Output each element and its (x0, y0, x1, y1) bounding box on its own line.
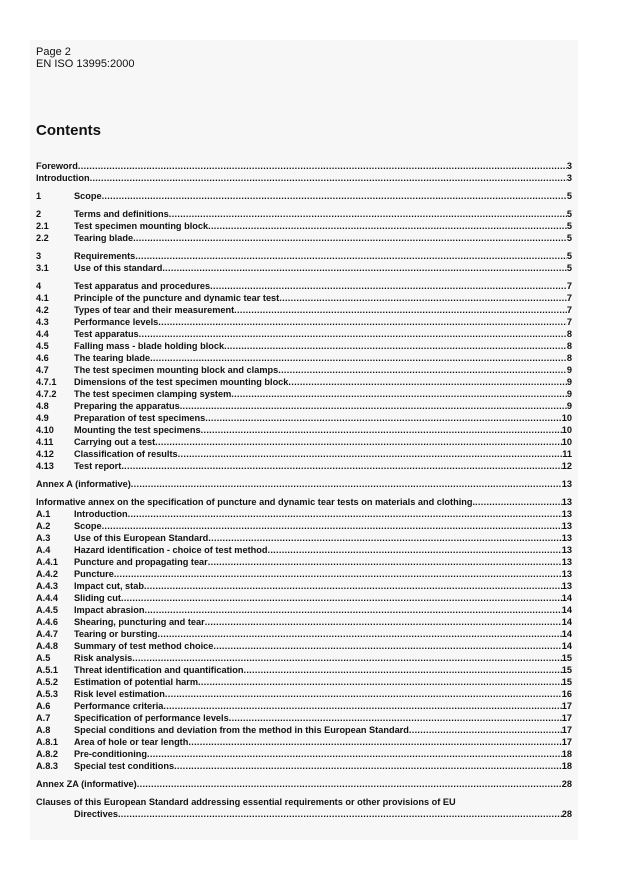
toc-entry-text: Special test conditions (74, 761, 175, 771)
toc-section-number: A.4.8 (36, 641, 58, 651)
toc-leader-dots (229, 712, 562, 724)
toc-entry[interactable] (36, 724, 572, 736)
toc-entry-text: Use of this standard (74, 263, 163, 273)
toc-entry[interactable] (36, 400, 572, 412)
toc-leader-dots (231, 388, 567, 400)
toc-section-number: 4.10 (36, 425, 54, 435)
toc-entry[interactable] (36, 316, 572, 328)
toc-leader-dots (150, 352, 567, 364)
page-title: Contents (36, 122, 101, 139)
toc-section-number: 4 (36, 281, 42, 291)
toc-entry[interactable] (36, 448, 572, 460)
toc-section-number: 2 (36, 209, 42, 219)
toc-entry-text: Test specimen mounting block (74, 221, 209, 231)
toc-leader-dots (208, 220, 567, 232)
toc-leader-dots (128, 508, 562, 520)
toc-entry[interactable] (36, 544, 572, 556)
toc-page-number: 7 (566, 305, 572, 315)
toc-section-number: A.3 (36, 533, 51, 543)
toc-entry[interactable] (36, 604, 572, 616)
toc-page-number: 13 (561, 509, 572, 519)
toc-page-number: 13 (561, 569, 572, 579)
toc-page-number: 10 (561, 413, 572, 423)
toc-page-number: 18 (561, 749, 572, 759)
toc-leader-dots (205, 616, 562, 628)
toc-section-number: 4.7 (36, 365, 49, 375)
toc-entry[interactable] (36, 778, 572, 790)
toc-entry[interactable] (36, 640, 572, 652)
toc-page-number: 8 (566, 329, 572, 339)
toc-section-number: 4.3 (36, 317, 49, 327)
toc-entry[interactable] (36, 280, 572, 292)
toc-entry-text: Foreword (36, 161, 78, 171)
toc-leader-dots (210, 280, 567, 292)
toc-section-number: 4.11 (36, 437, 54, 447)
toc-entry-text: Pre-conditioning (74, 749, 147, 759)
toc-entry-text: Puncture (74, 569, 114, 579)
toc-entry[interactable] (36, 328, 572, 340)
toc-entry-text: Requirements (74, 251, 136, 261)
toc-entry-text: Annex A (informative) (36, 479, 131, 489)
toc-section-number: 3 (36, 251, 42, 261)
toc-leader-dots (163, 700, 561, 712)
toc-entry-text: Directives (74, 809, 118, 819)
toc-page-number: 10 (561, 425, 572, 435)
toc-page-number: 9 (566, 365, 572, 375)
toc-entry-text: Shearing, puncturing and tear (74, 617, 205, 627)
toc-entry-text: Preparation of test specimens (74, 413, 206, 423)
toc-entry[interactable] (36, 292, 572, 304)
toc-leader-dots (135, 250, 567, 262)
toc-section-number: A.5.3 (36, 689, 58, 699)
toc-entry[interactable] (36, 652, 572, 664)
toc-entry[interactable] (36, 352, 572, 364)
toc-section-number: A.5.1 (36, 665, 58, 675)
toc-entry-text: Terms and definitions (74, 209, 169, 219)
toc-section-number: A.4.4 (36, 593, 58, 603)
standard-id: EN ISO 13995:2000 (36, 58, 135, 70)
toc-entry[interactable] (36, 364, 572, 376)
toc-section-number: 4.7.1 (36, 377, 57, 387)
toc-leader-dots (188, 736, 561, 748)
toc-entry[interactable] (36, 580, 572, 592)
toc-section-number: 4.1 (36, 293, 49, 303)
toc-leader-dots (144, 604, 561, 616)
toc-entry[interactable] (36, 592, 572, 604)
toc-leader-dots (121, 460, 561, 472)
toc-entry-text: Dimensions of the test specimen mounting block (74, 377, 289, 387)
toc-leader-dots (224, 340, 567, 352)
toc-page-number: 5 (566, 251, 572, 261)
toc-entry-text: Types of tear and their measurement (74, 305, 235, 315)
toc-page-number: 13 (561, 533, 572, 543)
toc-page-number: 13 (561, 497, 572, 507)
toc-page-number: 13 (561, 557, 572, 567)
toc-section-number: A.4.3 (36, 581, 58, 591)
toc-page-number: 17 (561, 737, 572, 747)
toc-page-number: 8 (566, 353, 572, 363)
toc-section-number: 4.9 (36, 413, 49, 423)
toc-entry-text: Performance levels (74, 317, 159, 327)
toc-entry-text: Principle of the puncture and dynamic tear test (74, 293, 280, 303)
toc-entry-text: Performance criteria (74, 701, 164, 711)
toc-section-number: 3.1 (36, 263, 49, 273)
toc-entry-text: Impact abrasion (74, 605, 145, 615)
toc-entry[interactable] (36, 628, 572, 640)
toc-entry[interactable] (36, 220, 572, 232)
toc-leader-dots (205, 412, 562, 424)
toc-leader-dots (208, 556, 562, 568)
toc-section-number: A.4 (36, 545, 51, 555)
toc-leader-dots (267, 544, 561, 556)
toc-page-number: 9 (566, 389, 572, 399)
toc-section-number: A.4.1 (36, 557, 58, 567)
toc-leader-dots (174, 760, 562, 772)
toc-page-number: 13 (561, 545, 572, 555)
toc-page-number: 17 (561, 725, 572, 735)
toc-page-number: 14 (561, 617, 572, 627)
toc-section-number: 4.5 (36, 341, 49, 351)
toc-leader-dots (409, 724, 562, 736)
toc-entry-text: Introduction (36, 173, 90, 183)
toc-entry[interactable] (36, 304, 572, 316)
toc-page-number: 13 (561, 521, 572, 531)
toc-section-number: A.6 (36, 701, 51, 711)
toc-leader-dots (155, 436, 562, 448)
toc-page-number: 5 (566, 233, 572, 243)
toc-entry-text: Test report (74, 461, 122, 471)
toc-leader-dots (234, 304, 567, 316)
toc-leader-dots (178, 448, 563, 460)
toc-leader-dots (278, 364, 567, 376)
toc-entry-text: The test specimen mounting block and clamps (74, 365, 279, 375)
toc-entry[interactable] (36, 208, 572, 220)
toc-section-number: 2.1 (36, 221, 49, 231)
toc-entry-text: Scope (74, 521, 102, 531)
toc-entry[interactable] (36, 190, 572, 202)
toc-section-number: 2.2 (36, 233, 49, 243)
toc-section-number: 4.2 (36, 305, 49, 315)
toc-section-number: 1 (36, 191, 42, 201)
toc-page-number: 17 (561, 713, 572, 723)
toc-entry-text: Summary of test method choice (74, 641, 214, 651)
toc-page-number: 15 (561, 677, 572, 687)
toc-page-number: 14 (561, 605, 572, 615)
toc-page-number: 14 (561, 629, 572, 639)
toc-leader-dots (121, 592, 562, 604)
toc-entry[interactable] (36, 748, 572, 760)
toc-leader-dots (169, 208, 567, 220)
toc-page-number: 14 (561, 641, 572, 651)
toc-entry[interactable] (36, 172, 572, 184)
toc-leader-dots (90, 172, 567, 184)
toc-leader-dots (158, 316, 567, 328)
toc-section-number: 4.7.2 (36, 389, 57, 399)
toc-leader-dots (279, 292, 567, 304)
toc-section-number: A.4.6 (36, 617, 58, 627)
toc-page-number: 15 (561, 665, 572, 675)
toc-section-number: 4.4 (36, 329, 49, 339)
toc-entry[interactable] (36, 412, 572, 424)
toc-page-number: 17 (561, 701, 572, 711)
toc-leader-dots (243, 664, 561, 676)
toc-entry-text: Sliding cut (74, 593, 121, 603)
toc-entry[interactable] (36, 700, 572, 712)
toc-entry-text: Preparing the apparatus (74, 401, 180, 411)
toc-entry-text: Carrying out a test (74, 437, 156, 447)
toc-page-number: 3 (566, 161, 572, 171)
toc-entry[interactable] (36, 532, 572, 544)
toc-page-number: 28 (561, 779, 572, 789)
toc-entry[interactable] (36, 736, 572, 748)
toc-section-number: 4.8 (36, 401, 49, 411)
toc-section-number: A.8 (36, 725, 51, 735)
toc-page-number: 14 (561, 593, 572, 603)
toc-entry-text: Tearing blade (74, 233, 134, 243)
toc-leader-dots (201, 424, 562, 436)
toc-section-number: 4.6 (36, 353, 49, 363)
toc-entry[interactable] (36, 460, 572, 472)
toc-entry-text: Tearing or bursting (74, 629, 158, 639)
toc-leader-dots (213, 640, 561, 652)
toc-entry[interactable] (36, 556, 572, 568)
toc-page-number: 11 (562, 449, 572, 459)
toc-entry-text: Use of this European Standard (74, 533, 209, 543)
toc-entry-text: Test apparatus and procedures (74, 281, 211, 291)
toc-entry[interactable] (36, 388, 572, 400)
toc-entry[interactable] (36, 688, 572, 700)
toc-entry[interactable] (36, 616, 572, 628)
toc-leader-dots (132, 652, 562, 664)
toc-entry-text: Annex ZA (informative) (36, 779, 137, 789)
toc-entry-text: Introduction (74, 509, 128, 519)
page-number: Page 2 (36, 46, 71, 58)
toc-entry-text: The tearing blade (74, 353, 151, 363)
toc-page-number: 5 (566, 209, 572, 219)
toc-entry[interactable] (36, 664, 572, 676)
toc-entry-text: Area of hole or tear length (74, 737, 189, 747)
toc-entry[interactable] (36, 160, 572, 172)
toc-page-number: 18 (561, 761, 572, 771)
toc-entry-text: Falling mass - blade holding block (74, 341, 225, 351)
toc-entry[interactable] (36, 760, 572, 772)
toc-entry-text: Special conditions and deviation from the method in this European Standard (74, 725, 409, 735)
toc-page-number: 9 (566, 377, 572, 387)
toc-section-number: A.4.7 (36, 629, 58, 639)
toc-section-number: A.7 (36, 713, 51, 723)
toc-section-number: 4.12 (36, 449, 54, 459)
page-header (36, 46, 134, 70)
toc-entry[interactable] (36, 496, 572, 508)
toc-entry[interactable] (36, 478, 572, 490)
toc-entry[interactable] (36, 520, 572, 532)
toc-page-number: 7 (566, 317, 572, 327)
toc-section-number: A.8.3 (36, 761, 58, 771)
toc-entry[interactable] (36, 436, 572, 448)
toc-section-number: A.5.2 (36, 677, 58, 687)
toc-leader-dots (165, 688, 562, 700)
toc-leader-dots (158, 628, 562, 640)
toc-entry[interactable] (36, 424, 572, 436)
toc-leader-dots (114, 568, 562, 580)
toc-section-number: A.8.2 (36, 749, 58, 759)
toc-page-number: 3 (566, 173, 572, 183)
toc-page-number: 7 (566, 293, 572, 303)
toc-leader-dots (144, 580, 562, 592)
toc-leader-dots (162, 262, 567, 274)
toc-entry[interactable] (36, 340, 572, 352)
toc-leader-dots (133, 232, 567, 244)
toc-leader-dots (78, 160, 567, 172)
toc-leader-dots (180, 400, 567, 412)
toc-entry[interactable] (36, 376, 572, 388)
toc-page-number: 13 (561, 479, 572, 489)
toc-entry[interactable] (36, 712, 572, 724)
toc-entry-text: Impact cut, stab (74, 581, 144, 591)
toc-page-number: 7 (566, 281, 572, 291)
toc-entry[interactable] (36, 508, 572, 520)
toc-entry-text: Risk analysis (74, 653, 133, 663)
toc-entry[interactable] (36, 262, 572, 274)
toc-entry-text: Informative annex on the specification of puncture and dynamic tear tests on materials and clothing. (36, 497, 476, 507)
toc-page-number: 8 (566, 341, 572, 351)
toc-leader-dots (102, 190, 567, 202)
toc-leader-dots (208, 532, 562, 544)
toc-page-number: 5 (566, 263, 572, 273)
toc-page-number: 5 (566, 221, 572, 231)
toc-entry-text: Estimation of potential harm (74, 677, 199, 687)
toc-section-number: 4.13 (36, 461, 54, 471)
toc-section-number: A.4.2 (36, 569, 58, 579)
toc-leader-dots (131, 478, 562, 490)
toc-entry-text: Risk level estimation (74, 689, 165, 699)
toc-section-number: A.8.1 (36, 737, 58, 747)
toc-entry[interactable] (36, 250, 572, 262)
toc-leader-dots (475, 496, 562, 508)
toc-section-number: A.2 (36, 521, 51, 531)
toc-leader-dots (139, 328, 567, 340)
toc-leader-dots (102, 520, 562, 532)
toc-leader-dots (147, 748, 562, 760)
toc-page-number: 12 (561, 461, 572, 471)
table-of-contents (36, 160, 572, 820)
toc-section-number: A.1 (36, 509, 51, 519)
toc-entry[interactable] (36, 676, 572, 688)
toc-leader-dots (137, 778, 562, 790)
toc-entry-text: Scope (74, 191, 102, 201)
toc-entry[interactable] (36, 568, 572, 580)
toc-page-number: 10 (561, 437, 572, 447)
toc-leader-dots (288, 376, 566, 388)
toc-page-number: 5 (566, 191, 572, 201)
toc-section-number: A.4.5 (36, 605, 58, 615)
toc-section-number: A.5 (36, 653, 51, 663)
toc-entry-text: Clauses of this European Standard addressing essential requirements or other provisions of EU (36, 797, 456, 807)
toc-entry-text: Specification of performance levels (74, 713, 229, 723)
toc-page-number: 16 (561, 689, 572, 699)
toc-entry-text: Classification of results (74, 449, 178, 459)
toc-entry-text: Test apparatus (74, 329, 139, 339)
toc-entry[interactable] (36, 796, 572, 820)
toc-entry-text: Hazard identification - choice of test method (74, 545, 268, 555)
toc-entry-text: The test specimen clamping system (74, 389, 232, 399)
toc-entry-text: Mounting the test specimens (74, 425, 201, 435)
toc-page-number: 28 (561, 809, 572, 819)
toc-leader-dots (198, 676, 562, 688)
toc-page-number: 13 (561, 581, 572, 591)
toc-page-number: 9 (566, 401, 572, 411)
toc-entry[interactable] (36, 232, 572, 244)
toc-page-number: 15 (561, 653, 572, 663)
toc-leader-dots (118, 808, 562, 820)
toc-entry-text: Puncture and propagating tear (74, 557, 208, 567)
toc-entry-text: Threat identification and quantification (74, 665, 244, 675)
